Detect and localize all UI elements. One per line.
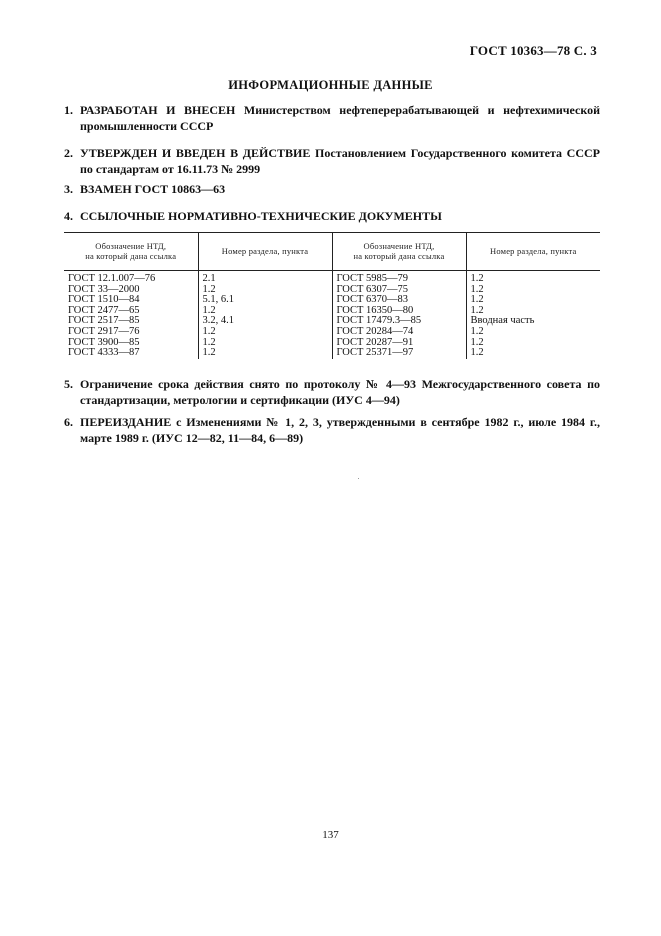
item-number: 2. <box>64 146 73 160</box>
references-table <box>64 232 600 359</box>
item-lead: УТВЕРЖДЕН И ВВЕДЕН В ДЕЙСТВИЕ <box>80 146 311 160</box>
cell-section: 1.2 <box>466 285 600 296</box>
header-section-number: Номер раздела, пункта <box>466 233 600 271</box>
item-lead: ВЗАМЕН ГОСТ 10863—63 <box>80 182 226 196</box>
cell-doc: ГОСТ 2917—76 <box>68 325 140 337</box>
table-header-row <box>64 233 600 271</box>
item-number: 5. <box>64 377 73 391</box>
scan-speck <box>358 478 359 479</box>
cell-doc: ГОСТ 4333—87 <box>68 347 140 359</box>
item-number: 4. <box>64 209 73 223</box>
table-row <box>64 338 600 349</box>
cell-section: 1.2 <box>466 348 600 359</box>
item-number: 6. <box>64 415 73 429</box>
page-number: 137 <box>322 829 339 841</box>
cell-section: 3.2, 4.1 <box>198 316 332 327</box>
table-row <box>64 348 600 359</box>
info-item-1 <box>64 102 600 134</box>
cell-doc: ГОСТ 6307—75 <box>332 285 466 296</box>
info-item-4 <box>64 208 600 224</box>
cell-section: 1.2 <box>466 271 600 285</box>
cell-doc: ГОСТ 12.1.007—76 <box>68 273 156 284</box>
cell-doc: ГОСТ 17479.3—85 <box>332 316 466 327</box>
cell-doc: ГОСТ 3900—85 <box>68 336 140 348</box>
cell-doc: ГОСТ 33—2000 <box>68 283 140 295</box>
cell-section: 1.2 <box>466 338 600 349</box>
cell-doc: ГОСТ 2477—65 <box>68 304 140 316</box>
header-doc-line2: на который дана ссылка <box>85 251 177 261</box>
cell-section: 1.2 <box>198 338 332 349</box>
table-row <box>64 285 600 296</box>
info-item-3 <box>64 181 600 197</box>
cell-section: 1.2 <box>198 285 332 296</box>
cell-doc: ГОСТ 16350—80 <box>332 306 466 317</box>
info-item-2 <box>64 145 600 177</box>
table-row <box>64 295 600 306</box>
cell-section: 1.2 <box>198 348 332 359</box>
cell-section: 1.2 <box>198 327 332 338</box>
cell-doc: ГОСТ 6370—83 <box>332 295 466 306</box>
item-text: с Изменениями № 1, 2, 3, утвержденными в сентябре 1982 г., июле 1984 г., марте 1989 г. (ИУС 12—82, 11—84, 6—89) <box>80 415 601 445</box>
info-item-6 <box>64 414 600 446</box>
table-row <box>64 271 600 285</box>
cell-section: 2.1 <box>198 271 332 285</box>
item-number: 3. <box>64 182 73 196</box>
item-lead: ССЫЛОЧНЫЕ НОРМАТИВНО-ТЕХНИЧЕСКИЕ ДОКУМЕНТЫ <box>80 209 442 223</box>
cell-doc: ГОСТ 20284—74 <box>332 327 466 338</box>
item-lead: ПЕРЕИЗДАНИЕ <box>80 415 172 429</box>
header-doc-line1: Обозначение НТД, <box>363 241 435 251</box>
cell-section: Вводная часть <box>466 316 600 327</box>
cell-doc: ГОСТ 5985—79 <box>332 271 466 285</box>
references-table-block <box>64 232 600 359</box>
table-row <box>64 327 600 338</box>
item-text: Постановлением Государственного комитета СССР по стандартам от 16.11.73 № 2999 <box>80 146 600 176</box>
header-doc-designation <box>64 233 198 271</box>
cell-section: 1.2 <box>466 306 600 317</box>
table-row <box>64 316 600 327</box>
cell-doc: ГОСТ 20287—91 <box>332 338 466 349</box>
header-doc-designation <box>332 233 466 271</box>
cell-section: 1.2 <box>466 327 600 338</box>
info-item-5 <box>64 376 600 408</box>
section-title: ИНФОРМАЦИОННЫЕ ДАННЫЕ <box>228 78 433 92</box>
cell-section: 1.2 <box>198 306 332 317</box>
cell-section: 1.2 <box>466 295 600 306</box>
header-doc-line1: Обозначение НТД, <box>95 241 167 251</box>
item-number: 1. <box>64 103 73 117</box>
cell-doc: ГОСТ 1510—84 <box>68 294 140 306</box>
document-code: ГОСТ 10363—78 С. 3 <box>469 43 597 58</box>
cell-doc: ГОСТ 25371—97 <box>332 348 466 359</box>
header-doc-line2: на который дана ссылка <box>353 251 445 261</box>
cell-section: 5.1, 6.1 <box>198 295 332 306</box>
item-lead: РАЗРАБОТАН И ВНЕСЕН <box>80 103 236 117</box>
header-section-number: Номер раздела, пункта <box>198 233 332 271</box>
cell-doc: ГОСТ 2517—85 <box>68 315 140 327</box>
item-text: Ограничение срока действия снято по протоколу № 4—93 Межгосударственного совета по стандартизации, метрологии и сертификации (ИУС 4—94) <box>80 377 600 407</box>
item-text: Министерством нефтеперерабатывающей и нефтехимической промышленности СССР <box>80 103 600 133</box>
